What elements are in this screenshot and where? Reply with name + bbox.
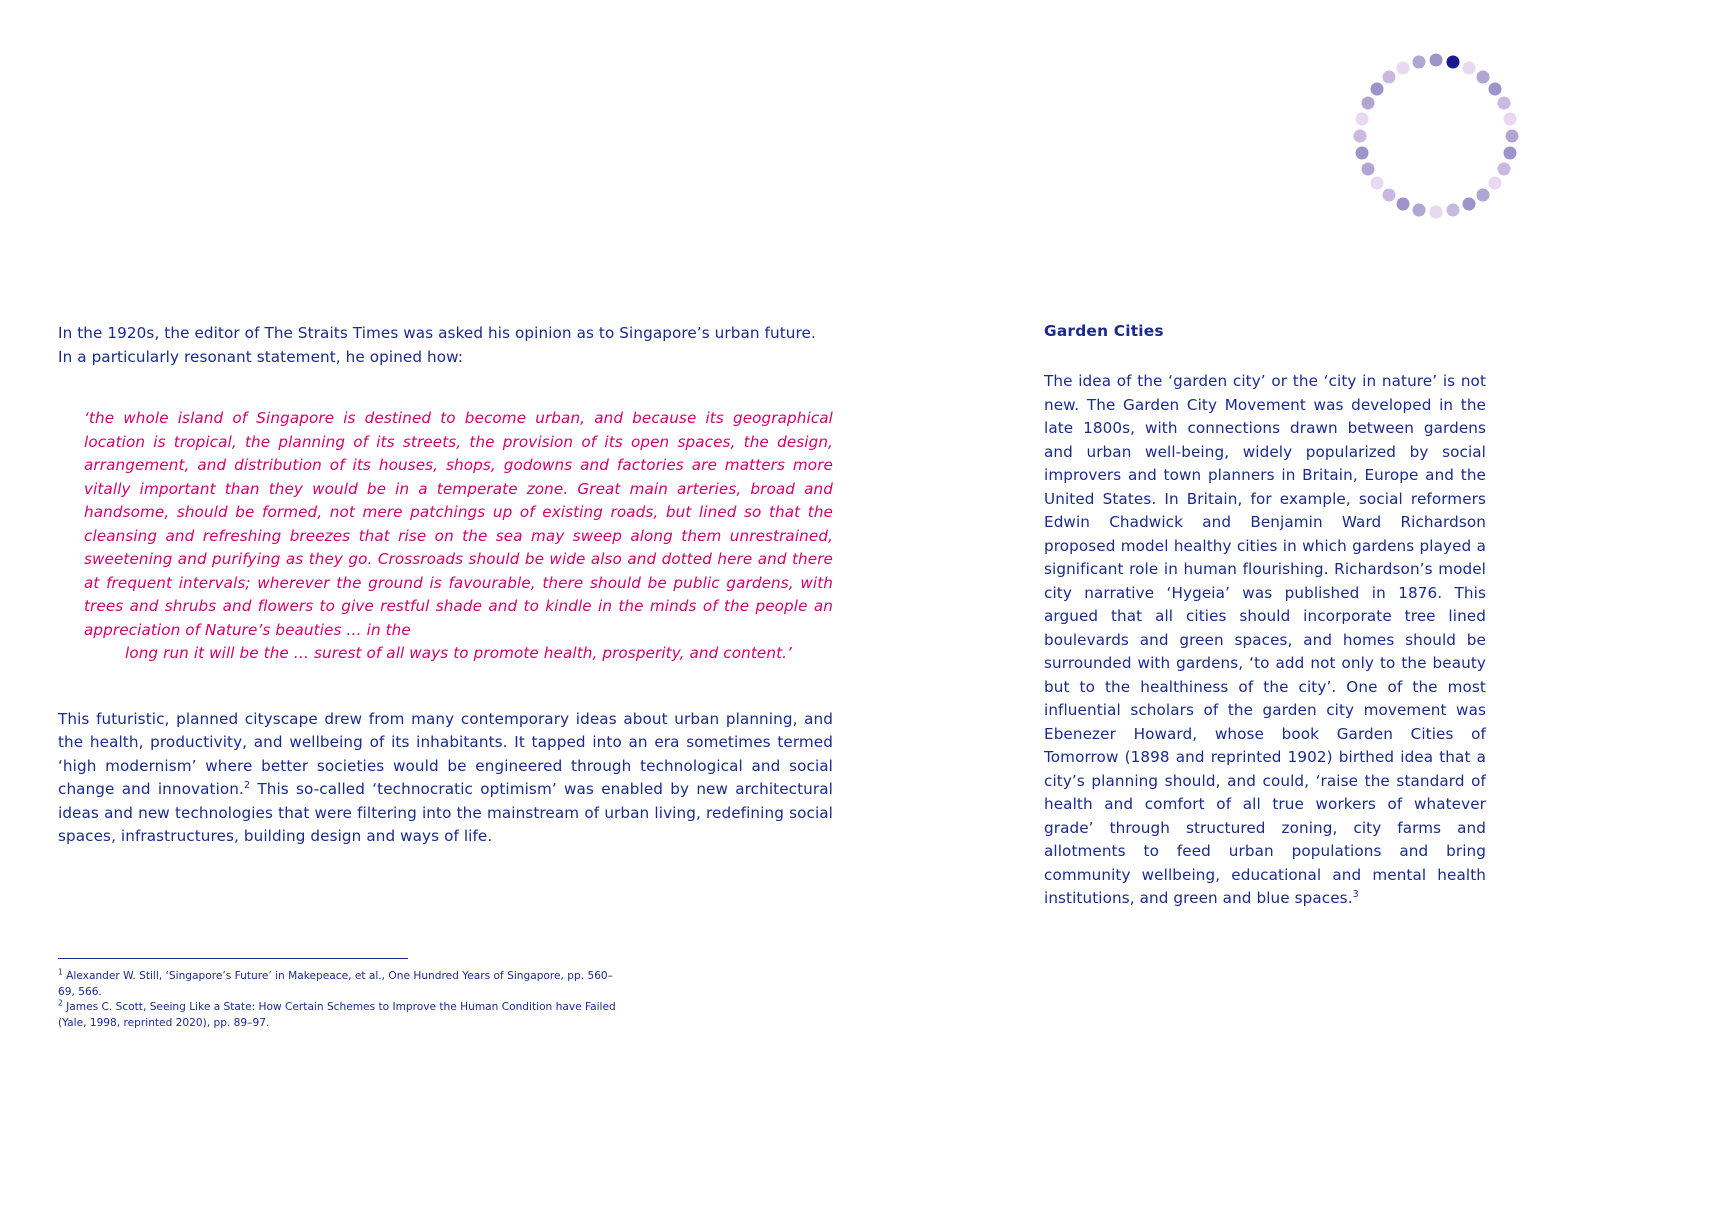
motif-dot [1462, 198, 1475, 211]
motif-dot [1462, 61, 1475, 74]
left-text-column [58, 322, 833, 849]
motif-dot [1382, 189, 1395, 202]
motif-dot [1361, 97, 1374, 110]
motif-dot [1361, 162, 1374, 175]
motif-dot [1370, 177, 1383, 190]
motif-dot [1446, 55, 1459, 68]
motif-dot [1354, 130, 1367, 143]
blockquote [58, 407, 833, 666]
footnote-item [58, 1000, 618, 1031]
motif-dot [1430, 54, 1443, 67]
circular-dot-motif [1348, 48, 1524, 224]
footnote-number: 1 [58, 967, 63, 977]
motif-dot [1397, 198, 1410, 211]
footnote-marker-3: 3 [1352, 888, 1359, 900]
footnote-divider [58, 958, 408, 959]
right-text-column [1044, 322, 1486, 911]
motif-dot [1355, 113, 1368, 126]
motif-dot [1370, 82, 1383, 95]
motif-dot [1504, 113, 1517, 126]
motif-dot [1397, 61, 1410, 74]
motif-dot [1489, 177, 1502, 190]
motif-dot [1355, 146, 1368, 159]
motif-dot [1413, 55, 1426, 68]
motif-dot [1446, 204, 1459, 217]
garden-cities-part1: The idea of the ‘garden city’ or the ‘city in nature’ is not new. The Garden City Movement was developed in the late 1800s, with connections drawn between gardens and urban well-being, widely popularized by social improvers and town planners in Britain, Europe and the United States. In Britain, for example, social reformers Edwin Chadwick and Benjamin Ward Richardson proposed model healthy cities in which gardens played a significant role in human flourishing. Richardson’s model city narrative ‘Hygeia’ was published in 1876. This argued that all cities should incorporate tree lined boulevards and green spaces, and homes should be surrounded with gardens, ‘to add not only to the beauty but to the healthiness of the city’. One of the most influential scholars of the garden city movement was Ebenezer Howard, whose book Garden Cities of Tomorrow (1898 and reprinted 1902) birthed idea that a city’s planning should, and could, ‘raise the standard of health and comfort of all true workers of whatever grade’ through structured zoning, city farms and allotments to feed urban populations and bring community wellbeing, educational and mental health institutions, and green and blue spaces. [1044, 372, 1486, 907]
motif-dot [1477, 189, 1490, 202]
blockquote-last-line: long run it will be the … surest of all ways to promote health, prosperity, and content.’ [125, 644, 792, 662]
footnote-item [58, 969, 618, 1000]
motif-dot [1506, 130, 1519, 143]
body-paragraph [58, 708, 833, 849]
motif-dot [1498, 97, 1511, 110]
motif-dot [1477, 70, 1490, 83]
body-paragraph-part1: This futuristic, planned cityscape drew from many contemporary ideas about urban planning, and the health, productivity, and wellbeing of its inhabitants. It tapped into an era sometimes termed ‘high modernism’ where better societies would be engineered through technological and social change and innovation. [58, 709, 833, 798]
motif-dot [1430, 206, 1443, 219]
body-paragraph-part2: This so-called ‘technocratic optimism’ was enabled by new architectural ideas and new technologies that were filtering into the mainstream of urban living, redefining social spaces, infrastructures, building design and ways of life. [58, 780, 833, 845]
motif-dot [1504, 146, 1517, 159]
footnote-text: Alexander W. Still, ‘Singapore’s Future’ in Makepeace, et al., One Hundred Years of Singapore, pp. 560–69, 566. [58, 970, 613, 998]
motif-dot [1498, 162, 1511, 175]
garden-cities-paragraph [1044, 370, 1486, 911]
footnote-text: James C. Scott, Seeing Like a State: How Certain Schemes to Improve the Human Condition have Failed (Yale, 1998, reprinted 2020), pp. 89–97. [58, 1001, 616, 1029]
intro-paragraph: In the 1920s, the editor of The Straits Times was asked his opinion as to Singapore’s urban future. In a particularly resonant statement, he opined how: [58, 324, 816, 366]
footnote-number: 2 [58, 998, 63, 1008]
motif-dot [1382, 70, 1395, 83]
footnote-marker-2: 2 [243, 779, 251, 791]
footnotes-block [58, 958, 618, 1031]
blockquote-main-text: ‘the whole island of Singapore is destined to become urban, and because its geographical location is tropical, the planning of its streets, the provision of its open spaces, the design, arrangement, and distribution of its houses, shops, godowns and factories are matters more vitally important than they would be in a temperate zone. Great main arteries, broad and handsome, should be formed, not mere patchings up of existing roads, but lined so that the cleansing and refreshing breezes that rise on the sea may sweep along them unrestrained, sweetening and purifying as they go. Crossroads should be wide also and dotted here and there at frequent intervals; wherever the ground is favourable, there should be public gardens, with trees and shrubs and flowers to give restful shade and to kindle in the minds of the people an appreciation of Nature’s beauties … in the [84, 409, 833, 639]
section-heading-garden-cities: Garden Cities [1044, 322, 1164, 340]
motif-dot [1489, 82, 1502, 95]
motif-dot [1413, 204, 1426, 217]
